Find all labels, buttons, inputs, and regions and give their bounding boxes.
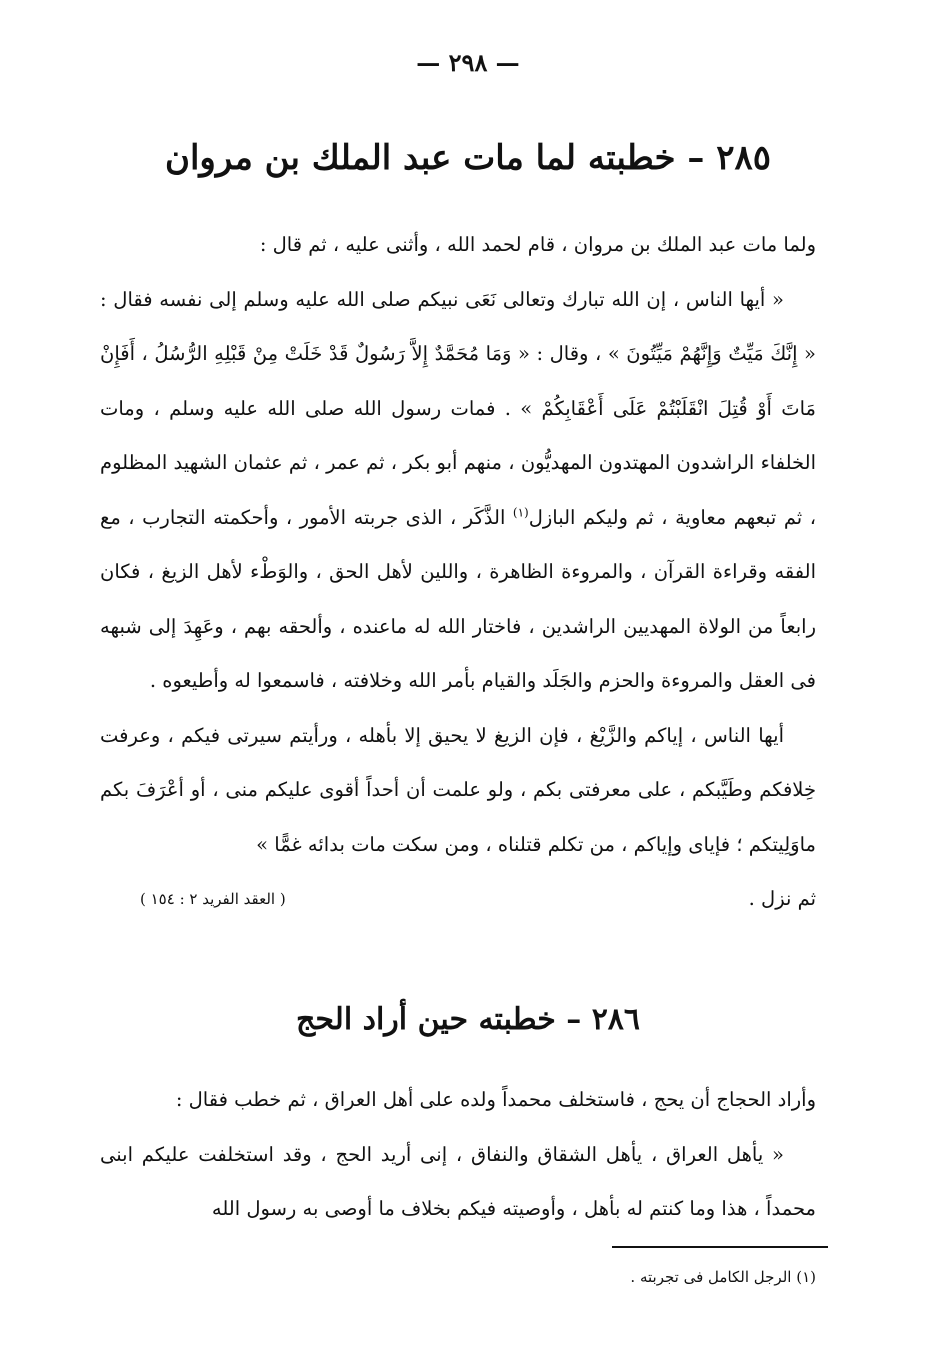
page-number: — ٢٩٨ — (416, 48, 520, 77)
footnote: (١) الرجل الكامل فى تجربته . (630, 1268, 816, 1286)
closing-text: ثم نزل . (748, 887, 816, 910)
paragraph-sermon-286: « يأهل العراق ، يأهل الشقاق والنفاق ، إنى أريد الحج ، وقد استخلفت عليكم ابنى محمداً ، هذا وما كنتم له بأهل ، وأوصيته فيكم بخلاف ما أوصى به رسول الله (100, 1142, 816, 1220)
paragraph-closing (100, 872, 816, 927)
section-body-286 (100, 1073, 816, 1237)
sermon-text-a: « أيها الناس ، إن الله تبارك وتعالى نَعَى نبيكم صلى الله عليه وسلم إلى نفسه فقال : « إِنَّكَ مَيِّتٌ وَإِنَّهُمْ مَيِّتُونَ » ، وقال : « وَمَا مُحَمَّدٌ إِلاَّ رَسُولٌ قَدْ خَلَتْ مِنْ قَبْلِهِ الرُّسُلُ ، أَفَإِنْ مَاتَ أَوْ قُتِلَ انْقَلَبْتُمْ عَلَى أَعْقَابِكُمْ » . فمات رسول الله صلى الله عليه وسلم ، ومات الخلفاء الراشدون المهتدون المهديُّون ، منهم أبو بكر ، ثم عمر ، ثم عثمان الشهيد المظلوم ، ثم تبعهم معاوية ، ثم وليكم البازل (100, 287, 816, 529)
section-title-286: ٢٨٦ – خطبته حين أراد الحج (295, 1002, 641, 1037)
section-title-285: ٢٨٥ – خطبته لما مات عبد الملك بن مروان (164, 138, 772, 178)
paragraph-intro-286: وأراد الحجاج أن يحج ، فاستخلف محمداً ولده على أهل العراق ، ثم خطب فقال : (175, 1088, 816, 1111)
section-body-285 (100, 218, 816, 927)
footnote-marker: (١) (512, 505, 529, 519)
paragraph-sermon-part2: أيها الناس ، إياكم والزَّيْغ ، فإن الزيغ لا يحيق إلا بأهله ، ورأيتم سيرتى فيكم ، وعرفت خِلافكم وطَيَّبكم ، على معرفتى بكم ، ولو علمت أن أحداً أقوى عليكم منى ، أو أعْرَفَ بكم ماوَلِيتكم ؛ فإياى وإياكم ، من تكلم قتلناه ، ومن سكت مات بدائه غمًّا » (100, 723, 816, 856)
sermon-text-b: الذَّكَر ، الذى جربته الأمور ، وأحكمته التجارب ، مع الفقه وقراءة القرآن ، والمروءة الظاهرة ، واللين لأهل الحق ، والوَطْء لأهل الزيغ ، فكان رابعاً من الولاة المهديين الراشدين ، فاختار الله له ماعنده ، وألحقه بهم ، وعَهِدَ إلى شبهه فى العقل والمروءة والحزم والجَلَد والقيام بأمر الله وخلافته ، فاسمعوا له وأطيعوه . (100, 505, 816, 692)
source-citation: ( العقد الفريد ٢ : ١٥٤ ) (140, 890, 286, 908)
footnote-divider (612, 1246, 828, 1248)
paragraph-intro: ولما مات عبد الملك بن مروان ، قام لحمد الله ، وأثنى عليه ، ثم قال : (259, 233, 816, 256)
paragraph-sermon-part1 (100, 273, 816, 709)
